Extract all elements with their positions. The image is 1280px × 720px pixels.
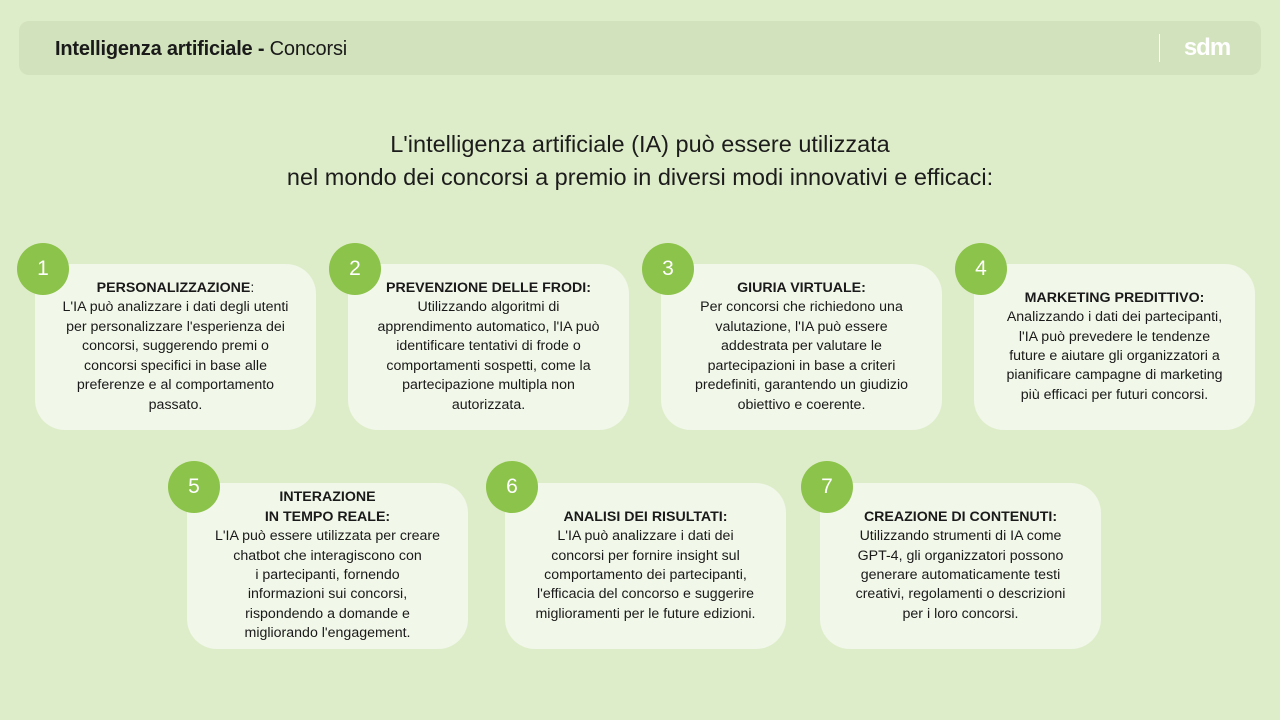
card-line: i partecipanti, fornendo (255, 567, 400, 583)
card-line: Analizzando i dati dei partecipanti, (1006, 309, 1223, 326)
header-bar (19, 21, 1261, 75)
card-line: miglioramenti per le future edizioni. (535, 605, 756, 622)
card-line: pianificare campagne di marketing (1006, 367, 1223, 384)
card-line: l'IA può prevedere le tendenze (1018, 328, 1211, 345)
card-line: l'efficacia del concorso e suggerire (537, 586, 754, 603)
card-line: apprendimento automatico, l'IA può (377, 318, 600, 335)
card-marketing-predittivo (974, 264, 1255, 430)
number-badge-6: 6 (486, 461, 538, 513)
card-line: partecipazioni in base a criteri (707, 357, 896, 374)
card-line: GPT-4, gli organizzatori possono (857, 547, 1064, 564)
number-badge-5: 5 (168, 461, 220, 513)
card-line: informazioni sui concorsi, (247, 586, 408, 603)
card-line: future e aiutare gli organizzatori a (1009, 348, 1220, 364)
card-line: per personalizzare l'esperienza dei (66, 318, 285, 335)
card-title-bold: PERSONALIZZAZIONE (96, 280, 251, 297)
card-line: per i loro concorsi. (902, 605, 1019, 622)
card-text (671, 264, 932, 430)
card-line: L'IA può analizzare i dati degli utenti (62, 299, 289, 316)
card-line: Utilizzando strumenti di IA come (859, 528, 1062, 545)
card-title: PREVENZIONE DELLE FRODI: (386, 280, 591, 297)
card-line: comportamenti sospetti, come la (386, 357, 591, 374)
card-title-suffix: : (250, 280, 255, 297)
number-badge-1: 1 (17, 243, 69, 295)
card-line: più efficaci per futuri concorsi. (1020, 386, 1209, 403)
card-text (830, 483, 1091, 649)
card-title: IN TEMPO REALE: (264, 508, 391, 525)
card-personalizzazione (35, 264, 316, 430)
number-badge-4: 4 (955, 243, 1007, 295)
intro-line-1: L'intelligenza artificiale (IA) può essere utilizzata (390, 131, 890, 157)
card-line: obiettivo e coerente. (737, 396, 866, 413)
card-line: concorsi specifici in base alle (84, 357, 267, 374)
card-line: chatbot che interagiscono con (233, 547, 422, 564)
header-divider (1159, 34, 1160, 62)
card-title: ANALISI DEI RISULTATI: (563, 508, 728, 525)
card-line: Utilizzando algoritmi di (417, 299, 560, 316)
number-badge-2: 2 (329, 243, 381, 295)
card-line: partecipazione multipla non (402, 377, 575, 394)
page-title (55, 21, 347, 75)
card-line: migliorando l'engagement. (244, 625, 411, 642)
card-line: generare automaticamente testi (860, 567, 1061, 583)
card-line: L'IA può essere utilizzata per creare (214, 528, 441, 545)
sdm-logo: sdm (1183, 34, 1231, 61)
card-line: preferenze e al comportamento (76, 377, 275, 394)
card-prevenzione-frodi (348, 264, 629, 430)
card-text (358, 264, 619, 430)
card-analisi-risultati (505, 483, 786, 649)
card-line: valutazione, l'IA può essere (715, 318, 888, 335)
card-line: addestrata per valutare le (721, 338, 882, 355)
card-title: MARKETING PREDITTIVO: (1024, 289, 1205, 306)
card-line: concorsi per fornire insight sul (551, 547, 740, 564)
page-title-regular: Concorsi (269, 38, 347, 60)
card-title: CREAZIONE DI CONTENUTI: (863, 508, 1058, 525)
intro-text (140, 128, 1140, 194)
card-line: concorsi, suggerendo premi o (82, 338, 269, 355)
card-creazione-contenuti (820, 483, 1101, 649)
number-badge-3: 3 (642, 243, 694, 295)
card-title: GIURIA VIRTUALE: (737, 280, 866, 297)
card-line: rispondendo a domande e (245, 605, 410, 622)
card-line: identificare tentativi di frode o (396, 338, 581, 355)
card-line: comportamento dei partecipanti, (544, 567, 747, 583)
card-text (197, 483, 458, 649)
card-line: L'IA può analizzare i dati dei (557, 528, 734, 545)
card-giuria-virtuale (661, 264, 942, 430)
card-line: autorizzata. (451, 396, 526, 413)
card-line: predefiniti, garantendo un giudizio (695, 377, 908, 394)
intro-line-2: nel mondo dei concorsi a premio in diversi modi innovativi e efficaci: (286, 164, 994, 190)
card-line: Per concorsi che richiedono una (700, 299, 903, 316)
number-badge-7: 7 (801, 461, 853, 513)
card-text (515, 483, 776, 649)
card-line: creativi, regolamenti o descrizioni (855, 586, 1066, 603)
card-interazione-tempo-reale (187, 483, 468, 649)
card-line: passato. (148, 396, 203, 413)
card-text (45, 264, 306, 430)
card-title-line-1: INTERAZIONE (279, 489, 376, 506)
card-title (97, 279, 255, 298)
page-title-bold: Intelligenza artificiale - (55, 38, 265, 60)
card-text (984, 264, 1245, 430)
